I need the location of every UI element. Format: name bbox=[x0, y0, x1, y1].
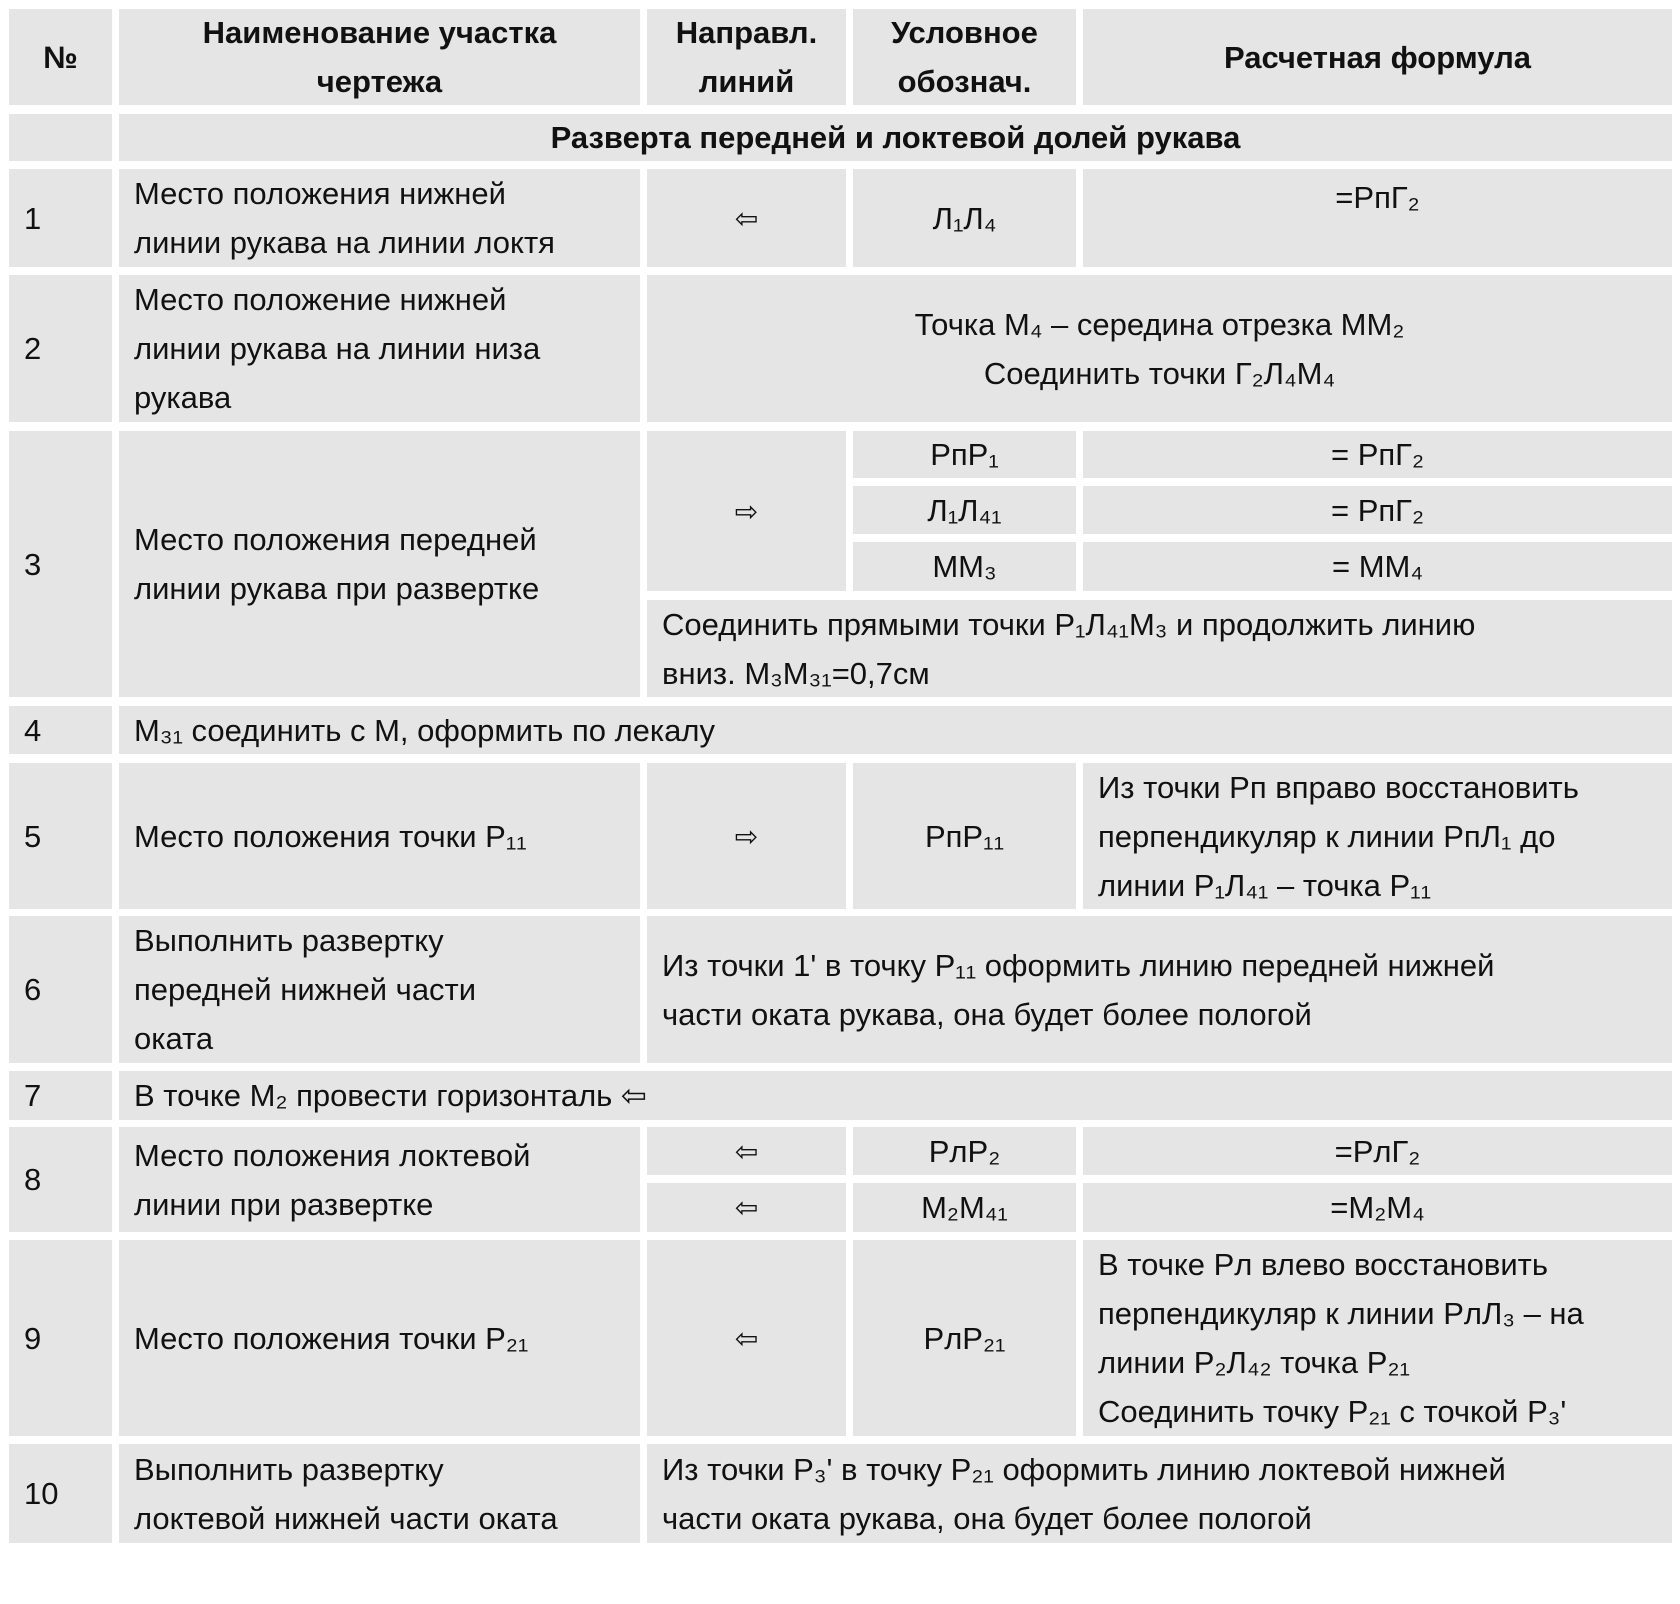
row-name: Выполнить развертку передней нижней части оката bbox=[119, 916, 640, 1063]
arrow-right-icon: ⇨ bbox=[647, 431, 846, 591]
row-name: Место положения передней линии рукава при развертке bbox=[119, 431, 640, 697]
section-num-cell bbox=[9, 114, 112, 161]
arrow-left-icon: ⇦ bbox=[647, 1183, 846, 1232]
header-formula: Расчетная формула bbox=[1083, 9, 1672, 105]
row-merged-text: Точка М₄ – середина отрезка ММ₂ Соединить точки Г₂Л₄М₄ bbox=[647, 275, 1672, 422]
row-merged-text: Соединить прямыми точки Р₁Л₄₁М₃ и продолжить линию вниз. М₃М₃₁=0,7см bbox=[647, 600, 1672, 697]
row-formula: = РпГ₂ bbox=[1083, 431, 1672, 478]
row-symbol: М₂М₄₁ bbox=[853, 1183, 1076, 1232]
row-num: 3 bbox=[9, 431, 112, 697]
row-num: 4 bbox=[9, 706, 112, 754]
section-title: Разверта передней и локтевой долей рукава bbox=[119, 114, 1672, 161]
row-num: 2 bbox=[9, 275, 112, 422]
row-merged-text: Из точки 1' в точку Р₁₁ оформить линию передней нижней части оката рукава, она будет более пологой bbox=[647, 916, 1672, 1063]
row-symbol: РлР₂ bbox=[853, 1127, 1076, 1175]
row-num: 1 bbox=[9, 169, 112, 267]
row-symbol: РпР₁₁ bbox=[853, 763, 1076, 909]
row-formula: = ММ₄ bbox=[1083, 542, 1672, 591]
row-name: Выполнить развертку локтевой нижней части оката bbox=[119, 1444, 640, 1543]
header-num: № bbox=[9, 9, 112, 105]
row-formula: = РпГ₂ bbox=[1083, 486, 1672, 534]
row-symbol: РлР₂₁ bbox=[853, 1240, 1076, 1436]
row-formula: =М₂М₄ bbox=[1083, 1183, 1672, 1232]
row-num: 5 bbox=[9, 763, 112, 909]
row-formula: =РпГ₂ bbox=[1083, 169, 1672, 267]
row-name: Место положение нижней линии рукава на линии низа рукава bbox=[119, 275, 640, 422]
row-merged-text: Из точки Р₃' в точку Р₂₁ оформить линию локтевой нижней части оката рукава, она будет более пологой bbox=[647, 1444, 1672, 1543]
row-num: 10 bbox=[9, 1444, 112, 1543]
arrow-left-icon: ⇦ bbox=[647, 1240, 846, 1436]
arrow-right-icon: ⇨ bbox=[647, 763, 846, 909]
row-merged-text: М₃₁ соединить с М, оформить по лекалу bbox=[119, 706, 1672, 754]
header-symbol: Условное обознач. bbox=[853, 9, 1076, 105]
row-symbol: РпР₁ bbox=[853, 431, 1076, 478]
header-name: Наименование участка чертежа bbox=[119, 9, 640, 105]
row-name: Место положения нижней линии рукава на линии локтя bbox=[119, 169, 640, 267]
row-formula: В точке Рл влево восстановить перпендикуляр к линии РлЛ₃ – на линии Р₂Л₄₂ точка Р₂₁ Соединить точку Р₂₁ с точкой Р₃' bbox=[1083, 1240, 1672, 1436]
row-num: 6 bbox=[9, 916, 112, 1063]
row-num: 8 bbox=[9, 1127, 112, 1232]
row-symbol: Л₁Л₄ bbox=[853, 169, 1076, 267]
row-symbol: Л₁Л₄₁ bbox=[853, 486, 1076, 534]
row-formula: Из точки Рп вправо восстановить перпендикуляр к линии РпЛ₁ до линии Р₁Л₄₁ – точка Р₁₁ bbox=[1083, 763, 1672, 909]
row-name: Место положения локтевой линии при развертке bbox=[119, 1127, 640, 1232]
row-formula: =РлГ₂ bbox=[1083, 1127, 1672, 1175]
row-num: 7 bbox=[9, 1071, 112, 1120]
row-name: Место положения точки Р₁₁ bbox=[119, 763, 640, 909]
arrow-left-icon: ⇦ bbox=[647, 169, 846, 267]
row-num: 9 bbox=[9, 1240, 112, 1436]
arrow-left-icon: ⇦ bbox=[647, 1127, 846, 1175]
header-direction: Направл. линий bbox=[647, 9, 846, 105]
row-symbol: ММ₃ bbox=[853, 542, 1076, 591]
row-name: Место положения точки Р₂₁ bbox=[119, 1240, 640, 1436]
row-merged-text: В точке М₂ провести горизонталь ⇦ bbox=[119, 1071, 1672, 1120]
